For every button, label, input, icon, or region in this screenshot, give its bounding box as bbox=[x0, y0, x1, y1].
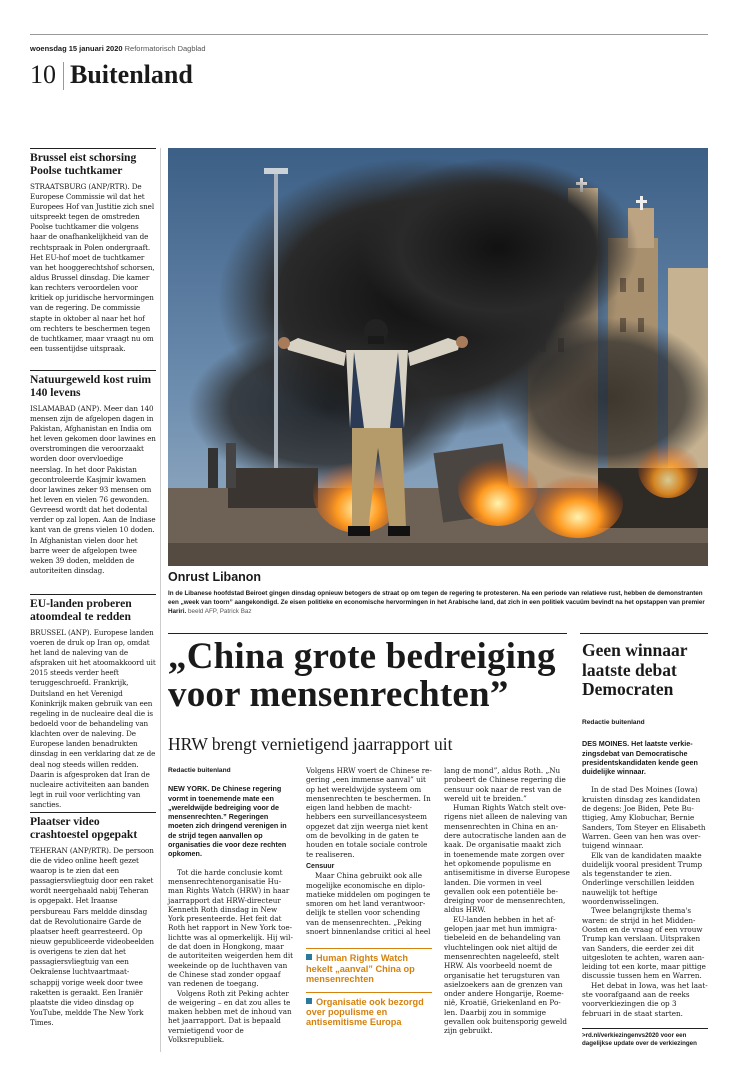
article-paragraph: Tot die harde conclusie komt mensenrechtenorganisatie Human Rights Watch (HRW) in haar jaarrapport dat HRW-directeur Kenneth Roth dinsdag in New York presenteerde. Het feit dat Roth het rapport in New York toelichtte was al opmerkelijk. Hij wilde dat doen in Hongkong, maar de autoriteiten weigerden hem dit weekeinde op de luchthaven van de Chinese stad zonder opgaaf van redenen de toegang. bbox=[168, 867, 294, 989]
article-column-1 bbox=[168, 766, 294, 1044]
caption-text: In de Libanese hoofdstad Beiroet gingen dinsdag opnieuw betogers de straat op om tegen de regering te protesteren. Na een periode van relatieve rust, hebben de demonstranten een „week van toorn” aangekondigd. Ze eisen politieke en economische hervormingen in het Arabische land, dat zich in een politiek vacuüm bevindt na het opstappen van premier Hariri. bbox=[168, 590, 705, 615]
date: woensdag 15 januari 2020 bbox=[30, 44, 123, 53]
brief-2 bbox=[30, 370, 156, 576]
side-article-paragraph: In de stad Des Moines (Iowa) kruisten dinsdag zes kandidaten de degens: Joe Biden, Pete Buttigieg, Amy Klobuchar, Bernie Sanders, Tom Steyer en Elisabeth Warren. Geen van hen was overtuigend winnaar. bbox=[582, 785, 706, 851]
article-column-2 bbox=[306, 766, 432, 1028]
pull-quote-1 bbox=[306, 948, 432, 984]
brief-title: Natuurgeweld kost ruim 140 levens bbox=[30, 373, 152, 399]
article-lead: NEW YORK. De Chinese regering vormt in toenemende mate een „wereldwijde bedreiging voor de mensenrechten.” Regeringen moeten zich dringend verenigen in de strijd tegen aanvallen op organisaties die voor deze rechten opkomen. bbox=[168, 784, 287, 859]
article-paragraph: EU-landen hebben in het afgelopen jaar met hun immigratiebeleid en de behandeling van vluchtelingen ook niet altijd de mensenrechten nageleefd, stelt HRW. Als voorbeeld noemt de organisatie het terugsturen van asielzoekers aan de grenzen van onder andere Hongarije, Roemenië, Kroatië, Griekenland en Polen. Daarbij zou in sommige gevallen ook buitensporig geweld zijn gebruikt. bbox=[444, 914, 567, 1036]
article-paragraph: Volgens HRW voert de Chinese regering „een immense aanval” uit op het wereldwijde systeem om mensenrechten te beschermen. In eigen land hebben de machthebbers een surveillancesysteem opgezet dat zijn weerga niet kent om de bevolking in de gaten te houden en totale sociale controle te realiseren. bbox=[306, 766, 432, 859]
page-number: 10 bbox=[30, 60, 56, 89]
pull-quote-text: Organisatie ook bezorgd over populisme en antisemitisme Europa bbox=[306, 996, 424, 1028]
photo-caption bbox=[168, 590, 708, 616]
section-title: Buitenland bbox=[70, 60, 193, 89]
article-paragraph: Human Rights Watch stelt overigens niet alleen de naleving van mensenrechten in China en andere autocratische landen aan de kaak. De organisatie maakt zich in toenemende mate zorgen over het opkomende populisme en antisemitisme in diverse Europese landen. Die vormen in veel gevallen ook een potentiële bedreiging voor de mensenrechten, aldus HRW. bbox=[444, 803, 570, 915]
paper-name: Reformatorisch Dagblad bbox=[124, 44, 206, 53]
page-separator bbox=[63, 62, 64, 90]
side-article-top-rule bbox=[580, 633, 708, 634]
brief-4 bbox=[30, 812, 156, 1028]
brief-body: BRUSSEL (ANP). Europese landen voeren de druk op Iran op, omdat het land de naleving van de afspraken uit het atoomakkoord uit 2015 steeds verder heeft teruggeschroefd. Frankrijk, Duitsland en het Verenigd Koninkrijk maken gebruik van een regeling in de nucleaire deal die is bedoeld voor de behandeling van klachten over de naleving. De Europese landen benadrukten dinsdag in een verklaring dat ze de deal nog steeds willen redden. Daarin is afgesproken dat Iran de nucleaire activiteiten aan banden legt in ruil voor verlichting van sancties. bbox=[30, 627, 156, 810]
brief-title: Brussel eist schorsing Poolse tuchtkamer bbox=[30, 151, 137, 177]
brief-body: STRAATSBURG (ANP/RTR). De Europese Commissie wil dat het Europees Hof van Justitie zich snel uitspreekt tegen de omstreden Poolse tuchtkamer die volgens haar de onafhankelijkheid van de rechtspraak in Polen ondergraaft. Het EU-hof moet de tuchtkamer van het hooggerechtshof schorsen, aldus Brussel dinsdag. Die kamer kan rechters veroordelen voor kritiek op juridische hervormingen van de regering. De commissie stapte in oktober al naar het hof om rechters te beschermen tegen de tuchtkamer, maar vraagt nu om een tussentijdse uitspraak. bbox=[30, 181, 155, 354]
protest-photo bbox=[168, 148, 708, 566]
top-rule bbox=[30, 34, 708, 35]
article-subheadline: HRW brengt vernietigend jaarrapport uit bbox=[168, 734, 453, 754]
column-divider bbox=[160, 148, 161, 1052]
bullet-square-icon bbox=[306, 954, 312, 960]
bullet-square-icon bbox=[306, 998, 312, 1004]
brief-body: ISLAMABAD (ANP). Meer dan 140 mensen zijn de afgelopen dagen in Pakistan, Afghanistan en India om het leven gekomen door lawines en overstromingen die veroorzaakt worden door overvloedige neerslag. In het door Pakistan gecontroleerde Kasjmir kwamen door lawines zeker 93 mensen om het leven en vielen 76 gewonden. Gevreesd wordt dat het dodental verder op zal lopen. Aan de Indiase kant van de grens vielen 10 doden. In Afghanistan vielen door het barre weer de afgelopen twee weken 39 doden, meldden de autoriteiten dinsdag. bbox=[30, 403, 156, 576]
pull-quote-2 bbox=[306, 992, 432, 1028]
dateline bbox=[30, 44, 206, 53]
verkiezingen-link[interactable]: >rd.nl/verkiezingenvs2020 voor een dagelijkse update over de verkiezingen bbox=[582, 1028, 708, 1049]
brief-1 bbox=[30, 148, 156, 354]
photo-credit: beeld AFP, Patrick Baz bbox=[187, 607, 252, 615]
side-article-byline: Redactie buitenland bbox=[582, 719, 645, 726]
side-article-paragraph: Twee belangrijkste thema's waren: de strijd in het Midden-Oosten en de vraag of een vrouw Trump kan verslaan. Uitspraken van Sanders, die eerder zei dit uitgesloten te achten, waren aanleiding tot een korte, maar pittige discussie tussen hem en Warren. bbox=[582, 906, 706, 981]
article-subhead: Censuur bbox=[306, 862, 335, 870]
photo-illustration bbox=[168, 148, 708, 566]
article-byline: Redactie buitenland bbox=[168, 767, 231, 774]
side-article-paragraph: Het debat in Iowa, was het laatste voorafgaand aan de reeks voorverkiezingen die op 3 februari in de staat starten. bbox=[582, 980, 708, 1018]
brief-body: TEHERAN (ANP/RTR). De persoon die de video online heeft gezet waarop is te zien dat een passagiersvliegtuig door een raket wordt neergehaald nabij Teheran is opgepakt. Het Iraanse persbureau Fars meldde dinsdag dat de Revolutionaire Garde de plaatser heeft gearresteerd. Op nieuw gepubliceerde videobeelden is overigens te zien dat het passagiersvliegtuig van een Oekraïense luchtvaartmaatschappij vorige week door twee raketten is geraakt. Een Iraniër plaatste die video dinsdag op YouTube, meldde The New York Times. bbox=[30, 845, 154, 1028]
brief-3 bbox=[30, 594, 156, 810]
pull-quote-text: Human Rights Watch hekelt „aanval” China op mensenrechten bbox=[306, 953, 415, 984]
article-paragraph: Volgens Roth zit Peking achter de weigering – en dat zou alles te maken hebben met de inhoud van het jaarrapport. Dat is bepaald vernietigend voor de Volksrepubliek. bbox=[168, 988, 292, 1045]
article-paragraph: Maar China gebruikt ook alle mogelijke economische en diplomatieke middelen om pogingen te smoren om het land verantwoordelijk te stellen voor schending van de mensenrechten. „Peking snoert binnenlandse critici al heel bbox=[306, 871, 431, 937]
side-article-lead: DES MOINES. Het laatste verkiezingsdebat van Democratische presidentskandidaten kende geen duidelijke winnaar. bbox=[582, 739, 698, 777]
brief-title: Plaatser video crashtoestel opgepakt bbox=[30, 815, 138, 841]
side-article-paragraph: Elk van de kandidaten maakte duidelijk vooral president Trump als tegenstander te zien. Onderlinge verschillen leidden nauwelijk tot heftige woordenwisselingen. bbox=[582, 850, 703, 907]
side-article-headline: Geen winnaar laatste debat Democraten bbox=[582, 640, 688, 699]
side-article-body bbox=[582, 718, 708, 1049]
brief-title: EU-landen proberen atoomdeal te redden bbox=[30, 597, 132, 623]
article-paragraph: lang de mond”, aldus Roth. „Nu probeert de Chinese regering die censuur ook naar de rest van de wereld uit te breiden.” bbox=[444, 766, 566, 803]
article-column-3 bbox=[444, 766, 570, 1036]
photo-caption-title: Onrust Libanon bbox=[168, 570, 262, 584]
article-headline: „China grote bedreiging voor mensenrechten” bbox=[168, 636, 556, 715]
article-top-rule bbox=[168, 633, 567, 634]
